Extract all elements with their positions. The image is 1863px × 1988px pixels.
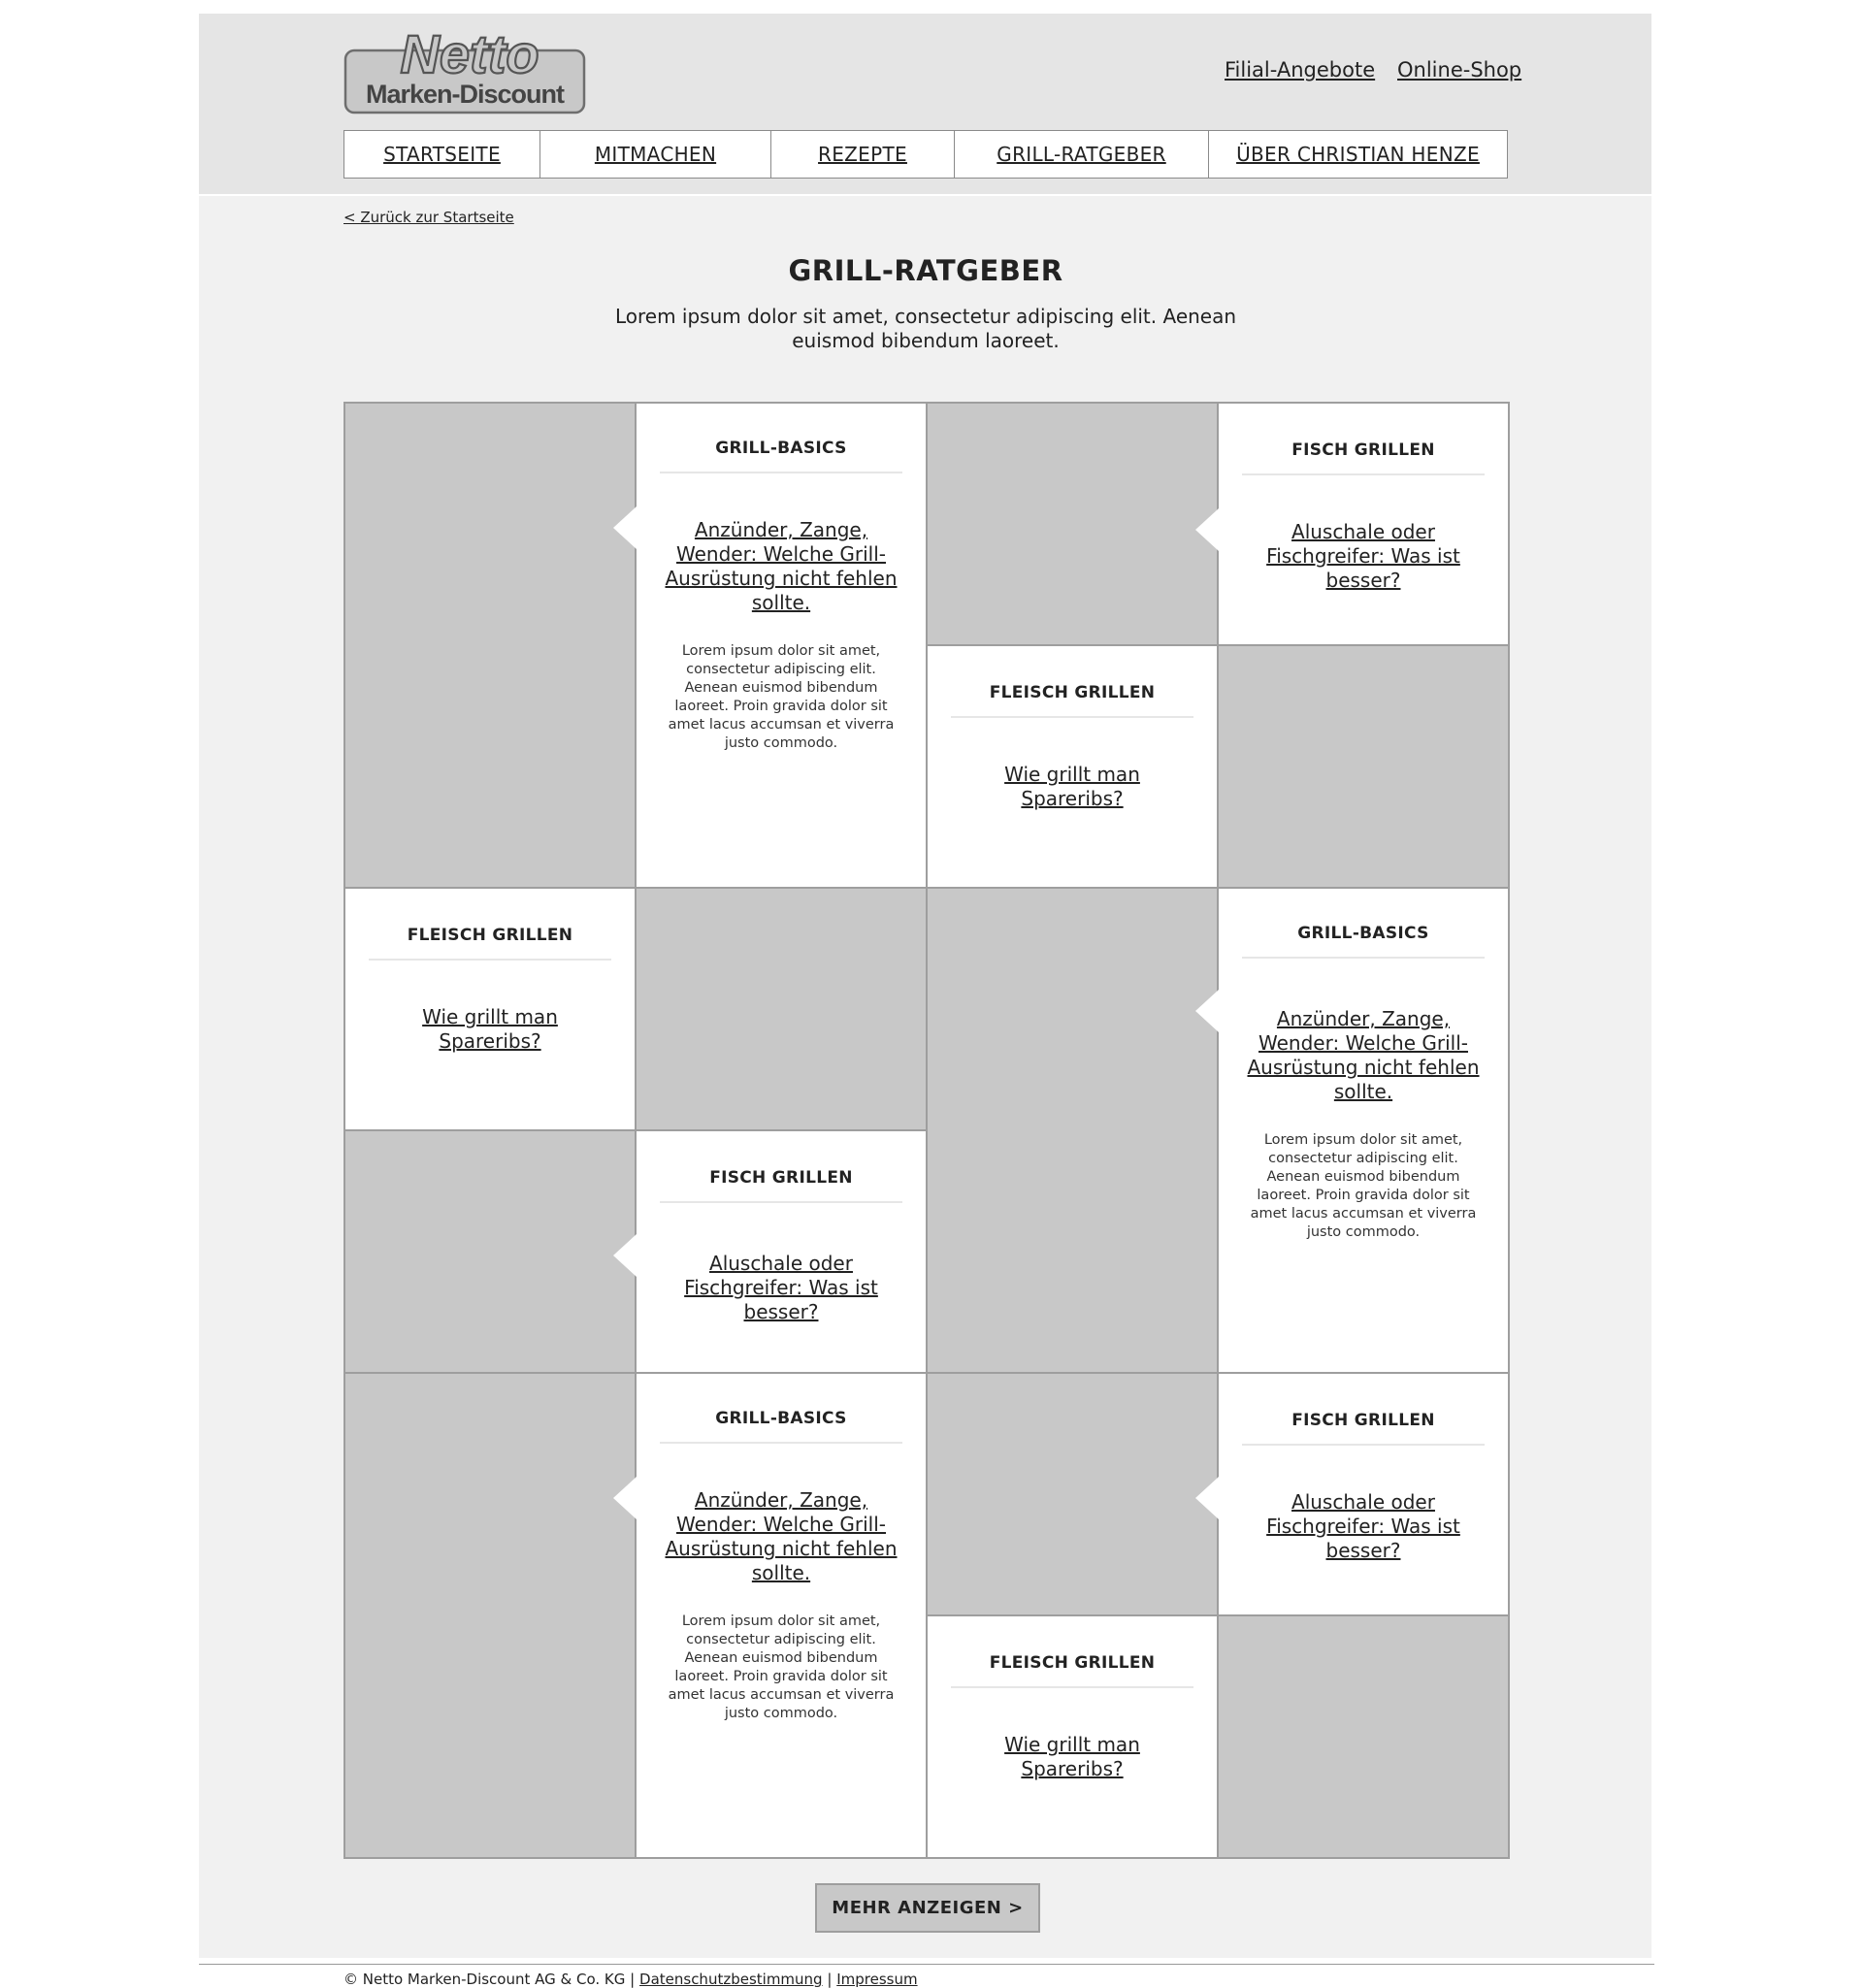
- card-title-link[interactable]: Anzünder, Zange, Wender: Welche Grill-Ausrüstung nicht fehlen sollte.: [1247, 1007, 1480, 1103]
- intro-text: Lorem ipsum dolor sit amet, consectetur adipiscing elit. Aenean euismod bibendum laoreet.: [614, 305, 1237, 352]
- article-image[interactable]: [1217, 644, 1510, 889]
- footer-separator: |: [827, 1971, 833, 1988]
- online-shop-link[interactable]: Online-Shop: [1397, 58, 1522, 81]
- article-image[interactable]: [1217, 1614, 1510, 1859]
- article-image[interactable]: [926, 887, 1219, 1374]
- article-image[interactable]: [635, 887, 928, 1131]
- card-title-link[interactable]: Anzünder, Zange, Wender: Welche Grill-Ausrüstung nicht fehlen sollte.: [665, 1488, 898, 1584]
- article-image[interactable]: [926, 1372, 1219, 1616]
- card-title-link[interactable]: Aluschale oder Fischgreifer: Was ist besser?: [1266, 1490, 1460, 1562]
- card-category: FLEISCH GRILLEN: [951, 1653, 1193, 1688]
- mehr-anzeigen-button[interactable]: MEHR ANZEIGEN >: [815, 1883, 1040, 1933]
- card-category: GRILL-BASICS: [1242, 924, 1485, 959]
- card-title-link[interactable]: Wie grillt man Spareribs?: [1004, 1733, 1140, 1780]
- article-card[interactable]: [926, 644, 1219, 889]
- card-description: Lorem ipsum dolor sit amet, consectetur adipiscing elit. Aenean euismod bibendum laoreet. Proin gravida dolor sit amet lacus accumsan et viverra justo commodo.: [668, 643, 895, 751]
- article-card[interactable]: [343, 887, 637, 1131]
- card-category: FISCH GRILLEN: [660, 1168, 902, 1203]
- article-card[interactable]: [1217, 1372, 1510, 1616]
- card-description: Lorem ipsum dolor sit amet, consectetur adipiscing elit. Aenean euismod bibendum laoreet. Proin gravida dolor sit amet lacus accumsan et viverra justo commodo.: [1250, 1132, 1477, 1240]
- article-image[interactable]: [343, 402, 637, 889]
- netto-logo[interactable]: [343, 26, 586, 114]
- card-category: FLEISCH GRILLEN: [951, 683, 1193, 718]
- card-pointer: [613, 1234, 637, 1277]
- article-card[interactable]: [1217, 887, 1510, 1374]
- article-card[interactable]: [1217, 402, 1510, 646]
- nav-mitmachen[interactable]: MITMACHEN: [540, 131, 771, 178]
- card-pointer: [613, 1477, 637, 1519]
- nav-ueber-christian-henze[interactable]: ÜBER CHRISTIAN HENZE: [1236, 143, 1480, 166]
- card-category: FLEISCH GRILLEN: [369, 926, 611, 961]
- logo-text-marken-discount: Marken-Discount: [365, 80, 565, 109]
- card-category: FISCH GRILLEN: [1242, 1411, 1485, 1446]
- nav-startseite[interactable]: STARTSEITE: [344, 131, 540, 178]
- card-title-link[interactable]: Wie grillt man Spareribs?: [1004, 763, 1140, 810]
- article-image[interactable]: [926, 402, 1219, 646]
- nav-rezepte[interactable]: REZEPTE: [771, 131, 955, 178]
- article-card[interactable]: [635, 402, 928, 889]
- footer-separator: |: [630, 1971, 636, 1988]
- card-title-link[interactable]: Wie grillt man Spareribs?: [422, 1005, 558, 1053]
- card-pointer: [613, 506, 637, 549]
- card-title-link[interactable]: Aluschale oder Fischgreifer: Was ist besser?: [684, 1252, 878, 1323]
- page-title: GRILL-RATGEBER: [788, 254, 1063, 287]
- article-card[interactable]: [635, 1129, 928, 1374]
- filial-angebote-link[interactable]: Filial-Angebote: [1225, 58, 1376, 81]
- card-title-link[interactable]: Anzünder, Zange, Wender: Welche Grill-Ausrüstung nicht fehlen sollte.: [665, 518, 898, 614]
- card-pointer: [1195, 1477, 1219, 1519]
- card-category: FISCH GRILLEN: [1242, 440, 1485, 475]
- card-category: GRILL-BASICS: [660, 439, 902, 473]
- footer-divider: [199, 1964, 1654, 1965]
- card-category: GRILL-BASICS: [660, 1409, 902, 1444]
- nav-grill-ratgeber[interactable]: GRILL-RATGEBER: [955, 131, 1209, 178]
- logo-text-netto: Netto: [400, 26, 539, 84]
- card-description: Lorem ipsum dolor sit amet, consectetur adipiscing elit. Aenean euismod bibendum laoreet. Proin gravida dolor sit amet lacus accumsan et viverra justo commodo.: [668, 1613, 895, 1721]
- card-pointer: [1195, 508, 1219, 551]
- main-nav: [343, 130, 1508, 179]
- card-title-link[interactable]: Aluschale oder Fischgreifer: Was ist besser?: [1266, 520, 1460, 592]
- article-image[interactable]: [343, 1129, 637, 1374]
- footer-impressum-link[interactable]: Impressum: [836, 1971, 918, 1988]
- footer-datenschutz-link[interactable]: Datenschutzbestimmung: [639, 1971, 823, 1988]
- article-card[interactable]: [635, 1372, 928, 1859]
- back-link[interactable]: < Zurück zur Startseite: [343, 209, 514, 226]
- footer-copyright: © Netto Marken-Discount AG & Co. KG: [343, 1971, 626, 1988]
- footer: [343, 1971, 918, 1988]
- article-card[interactable]: [926, 1614, 1219, 1859]
- card-pointer: [1195, 990, 1219, 1032]
- article-image[interactable]: [343, 1372, 637, 1859]
